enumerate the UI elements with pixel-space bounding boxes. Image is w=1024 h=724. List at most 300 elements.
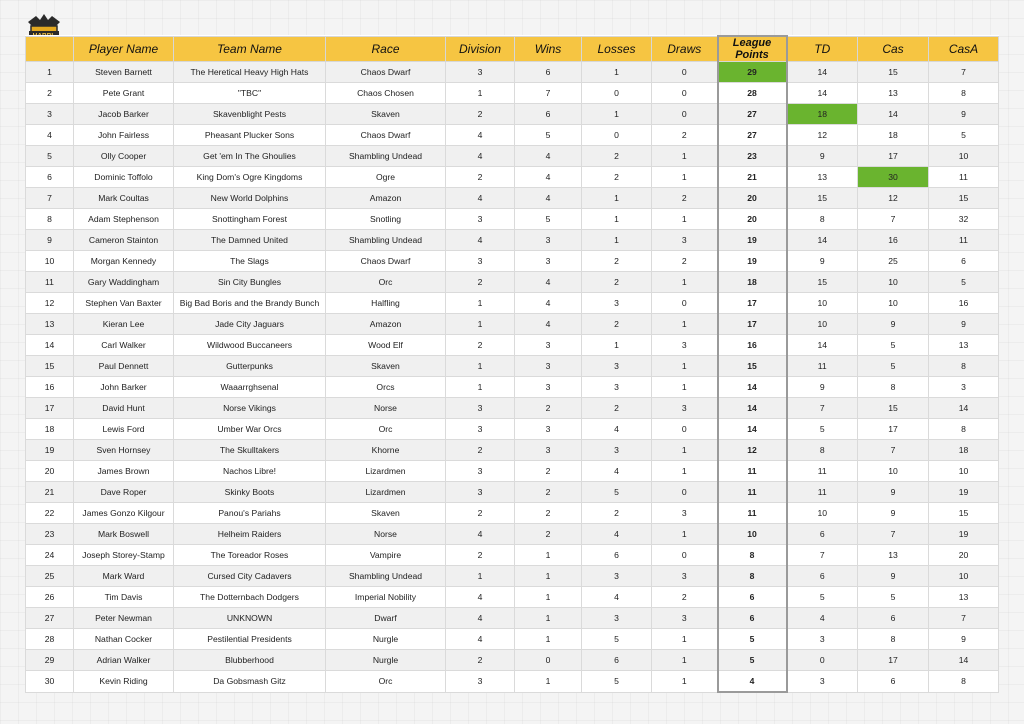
td-cell: 9 xyxy=(787,146,858,167)
team-name-cell: Skinky Boots xyxy=(174,482,326,503)
casa-cell: 32 xyxy=(929,209,999,230)
race-cell: Shambling Undead xyxy=(326,566,446,587)
draws-cell: 1 xyxy=(652,272,718,293)
casa-cell: 13 xyxy=(929,587,999,608)
rank-cell: 9 xyxy=(26,230,74,251)
table-row xyxy=(26,377,999,398)
division-cell: 1 xyxy=(446,566,515,587)
cas-cell: 10 xyxy=(858,272,929,293)
rank-cell: 18 xyxy=(26,419,74,440)
rank-cell: 11 xyxy=(26,272,74,293)
cas-cell: 12 xyxy=(858,188,929,209)
team-name-cell: Wildwood Buccaneers xyxy=(174,335,326,356)
division-cell: 2 xyxy=(446,104,515,125)
cas-cell: 17 xyxy=(858,146,929,167)
casa-cell: 6 xyxy=(929,251,999,272)
race-cell: Amazon xyxy=(326,188,446,209)
losses-cell: 2 xyxy=(582,146,652,167)
draws-cell: 0 xyxy=(652,62,718,83)
race-cell: Khorne xyxy=(326,440,446,461)
td-cell: 7 xyxy=(787,545,858,566)
wins-cell: 1 xyxy=(515,671,582,693)
td-cell: 15 xyxy=(787,188,858,209)
rank-cell: 15 xyxy=(26,356,74,377)
col-header-rank xyxy=(26,36,74,62)
td-cell: 14 xyxy=(787,335,858,356)
casa-cell: 9 xyxy=(929,314,999,335)
team-name-cell: The Dotternbach Dodgers xyxy=(174,587,326,608)
wins-cell: 1 xyxy=(515,608,582,629)
division-cell: 2 xyxy=(446,440,515,461)
wins-cell: 2 xyxy=(515,482,582,503)
draws-cell: 1 xyxy=(652,629,718,650)
rank-cell: 10 xyxy=(26,251,74,272)
draws-cell: 1 xyxy=(652,671,718,693)
division-cell: 2 xyxy=(446,650,515,671)
division-cell: 1 xyxy=(446,83,515,104)
td-cell: 6 xyxy=(787,566,858,587)
table-row xyxy=(26,461,999,482)
player-name-cell: Nathan Cocker xyxy=(74,629,174,650)
td-cell: 15 xyxy=(787,272,858,293)
cas-cell: 6 xyxy=(858,608,929,629)
cas-cell: 9 xyxy=(858,566,929,587)
td-cell: 4 xyxy=(787,608,858,629)
player-name-cell: Joseph Storey-Stamp xyxy=(74,545,174,566)
col-header-td: TD xyxy=(787,36,858,62)
player-name-cell: Sven Hornsey xyxy=(74,440,174,461)
cas-cell: 6 xyxy=(858,671,929,693)
table-row xyxy=(26,650,999,671)
wins-cell: 3 xyxy=(515,356,582,377)
division-cell: 3 xyxy=(446,419,515,440)
cas-cell: 5 xyxy=(858,356,929,377)
td-cell: 8 xyxy=(787,440,858,461)
td-cell: 9 xyxy=(787,251,858,272)
rank-cell: 6 xyxy=(26,167,74,188)
losses-cell: 2 xyxy=(582,398,652,419)
draws-cell: 3 xyxy=(652,335,718,356)
table-row xyxy=(26,503,999,524)
cas-cell: 14 xyxy=(858,104,929,125)
team-name-cell: Sin City Bungles xyxy=(174,272,326,293)
team-name-cell: "TBC" xyxy=(174,83,326,104)
losses-cell: 1 xyxy=(582,62,652,83)
table-row xyxy=(26,671,999,693)
team-name-cell: Panou's Pariahs xyxy=(174,503,326,524)
col-header-player-name: Player Name xyxy=(74,36,174,62)
casa-cell: 15 xyxy=(929,503,999,524)
cas-cell: 30 xyxy=(858,167,929,188)
losses-cell: 4 xyxy=(582,461,652,482)
draws-cell: 1 xyxy=(652,650,718,671)
division-cell: 2 xyxy=(446,545,515,566)
table-row xyxy=(26,440,999,461)
team-name-cell: Umber War Orcs xyxy=(174,419,326,440)
td-cell: 14 xyxy=(787,62,858,83)
player-name-cell: Kieran Lee xyxy=(74,314,174,335)
td-cell: 18 xyxy=(787,104,858,125)
league-points-cell: 6 xyxy=(718,587,787,608)
player-name-cell: Pete Grant xyxy=(74,83,174,104)
league-points-cell: 11 xyxy=(718,503,787,524)
table-row xyxy=(26,482,999,503)
casa-cell: 8 xyxy=(929,419,999,440)
casa-cell: 13 xyxy=(929,335,999,356)
wins-cell: 7 xyxy=(515,83,582,104)
casa-cell: 9 xyxy=(929,104,999,125)
league-points-cell: 11 xyxy=(718,482,787,503)
losses-cell: 4 xyxy=(582,419,652,440)
td-cell: 8 xyxy=(787,209,858,230)
table-row xyxy=(26,419,999,440)
division-cell: 3 xyxy=(446,482,515,503)
cas-cell: 5 xyxy=(858,587,929,608)
league-points-cell: 20 xyxy=(718,209,787,230)
casa-cell: 7 xyxy=(929,608,999,629)
draws-cell: 3 xyxy=(652,398,718,419)
race-cell: Chaos Dwarf xyxy=(326,251,446,272)
rank-cell: 25 xyxy=(26,566,74,587)
table-row xyxy=(26,104,999,125)
player-name-cell: Steven Barnett xyxy=(74,62,174,83)
league-points-cell: 19 xyxy=(718,251,787,272)
rank-cell: 5 xyxy=(26,146,74,167)
race-cell: Norse xyxy=(326,524,446,545)
wins-cell: 0 xyxy=(515,650,582,671)
losses-cell: 1 xyxy=(582,209,652,230)
rank-cell: 13 xyxy=(26,314,74,335)
cas-cell: 25 xyxy=(858,251,929,272)
wins-cell: 2 xyxy=(515,524,582,545)
draws-cell: 0 xyxy=(652,419,718,440)
league-points-cell: 12 xyxy=(718,440,787,461)
col-header-race: Race xyxy=(326,36,446,62)
rank-cell: 2 xyxy=(26,83,74,104)
draws-cell: 0 xyxy=(652,104,718,125)
division-cell: 2 xyxy=(446,272,515,293)
division-cell: 3 xyxy=(446,398,515,419)
wins-cell: 6 xyxy=(515,104,582,125)
table-row xyxy=(26,272,999,293)
cas-cell: 9 xyxy=(858,482,929,503)
race-cell: Skaven xyxy=(326,356,446,377)
losses-cell: 3 xyxy=(582,293,652,314)
draws-cell: 0 xyxy=(652,293,718,314)
rank-cell: 3 xyxy=(26,104,74,125)
player-name-cell: Mark Coultas xyxy=(74,188,174,209)
casa-cell: 8 xyxy=(929,671,999,693)
division-cell: 4 xyxy=(446,524,515,545)
wins-cell: 1 xyxy=(515,629,582,650)
team-name-cell: The Toreador Roses xyxy=(174,545,326,566)
player-name-cell: Jacob Barker xyxy=(74,104,174,125)
rank-cell: 28 xyxy=(26,629,74,650)
rank-cell: 30 xyxy=(26,671,74,693)
table-row xyxy=(26,545,999,566)
cas-cell: 5 xyxy=(858,335,929,356)
league-points-cell: 23 xyxy=(718,146,787,167)
losses-cell: 0 xyxy=(582,125,652,146)
cas-cell: 8 xyxy=(858,377,929,398)
team-name-cell: Cursed City Cadavers xyxy=(174,566,326,587)
losses-cell: 4 xyxy=(582,587,652,608)
team-name-cell: Nachos Libre! xyxy=(174,461,326,482)
rank-cell: 22 xyxy=(26,503,74,524)
league-points-cell: 6 xyxy=(718,608,787,629)
league-points-cell: 17 xyxy=(718,293,787,314)
draws-cell: 0 xyxy=(652,83,718,104)
col-header-casa: CasA xyxy=(929,36,999,62)
division-cell: 1 xyxy=(446,377,515,398)
casa-cell: 15 xyxy=(929,188,999,209)
team-name-cell: King Dom's Ogre Kingdoms xyxy=(174,167,326,188)
race-cell: Orc xyxy=(326,419,446,440)
cas-cell: 17 xyxy=(858,650,929,671)
division-cell: 1 xyxy=(446,356,515,377)
league-points-cell: 5 xyxy=(718,650,787,671)
draws-cell: 0 xyxy=(652,545,718,566)
draws-cell: 1 xyxy=(652,146,718,167)
rank-cell: 14 xyxy=(26,335,74,356)
td-cell: 14 xyxy=(787,83,858,104)
losses-cell: 2 xyxy=(582,251,652,272)
rank-cell: 26 xyxy=(26,587,74,608)
player-name-cell: John Fairless xyxy=(74,125,174,146)
losses-cell: 0 xyxy=(582,83,652,104)
casa-cell: 14 xyxy=(929,650,999,671)
team-name-cell: The Skulltakers xyxy=(174,440,326,461)
player-name-cell: Stephen Van Baxter xyxy=(74,293,174,314)
league-points-cell: 14 xyxy=(718,398,787,419)
team-name-cell: Jade City Jaguars xyxy=(174,314,326,335)
league-points-cell: 17 xyxy=(718,314,787,335)
team-name-cell: UNKNOWN xyxy=(174,608,326,629)
cas-cell: 18 xyxy=(858,125,929,146)
rank-cell: 29 xyxy=(26,650,74,671)
team-name-cell: Big Bad Boris and the Brandy Bunch xyxy=(174,293,326,314)
draws-cell: 1 xyxy=(652,461,718,482)
team-name-cell: Waaarrghsenal xyxy=(174,377,326,398)
race-cell: Vampire xyxy=(326,545,446,566)
wins-cell: 3 xyxy=(515,251,582,272)
td-cell: 3 xyxy=(787,671,858,693)
wins-cell: 6 xyxy=(515,62,582,83)
header-row xyxy=(26,36,999,62)
table-row xyxy=(26,314,999,335)
losses-cell: 1 xyxy=(582,104,652,125)
td-cell: 9 xyxy=(787,377,858,398)
td-cell: 0 xyxy=(787,650,858,671)
losses-cell: 3 xyxy=(582,356,652,377)
losses-cell: 2 xyxy=(582,503,652,524)
col-header-wins: Wins xyxy=(515,36,582,62)
table-row xyxy=(26,566,999,587)
col-header-division: Division xyxy=(446,36,515,62)
league-points-cell: 8 xyxy=(718,566,787,587)
player-name-cell: Adam Stephenson xyxy=(74,209,174,230)
division-cell: 2 xyxy=(446,167,515,188)
team-name-cell: Get 'em In The Ghoulies xyxy=(174,146,326,167)
cas-cell: 7 xyxy=(858,524,929,545)
td-cell: 13 xyxy=(787,167,858,188)
rank-cell: 4 xyxy=(26,125,74,146)
division-cell: 4 xyxy=(446,146,515,167)
league-points-cell: 5 xyxy=(718,629,787,650)
player-name-cell: James Brown xyxy=(74,461,174,482)
wins-cell: 3 xyxy=(515,419,582,440)
wins-cell: 4 xyxy=(515,272,582,293)
casa-cell: 8 xyxy=(929,83,999,104)
wins-cell: 4 xyxy=(515,314,582,335)
player-name-cell: Tim Davis xyxy=(74,587,174,608)
race-cell: Amazon xyxy=(326,314,446,335)
rank-cell: 8 xyxy=(26,209,74,230)
table-row xyxy=(26,398,999,419)
race-cell: Lizardmen xyxy=(326,482,446,503)
division-cell: 3 xyxy=(446,671,515,693)
team-name-cell: Helheim Raiders xyxy=(174,524,326,545)
league-points-cell: 10 xyxy=(718,524,787,545)
race-cell: Dwarf xyxy=(326,608,446,629)
team-name-cell: Da Gobsmash Gitz xyxy=(174,671,326,693)
race-cell: Skaven xyxy=(326,503,446,524)
race-cell: Orcs xyxy=(326,377,446,398)
wins-cell: 4 xyxy=(515,146,582,167)
player-name-cell: Kevin Riding xyxy=(74,671,174,693)
table-row xyxy=(26,629,999,650)
col-header-league-points: League Points xyxy=(718,36,787,62)
league-points-cell: 15 xyxy=(718,356,787,377)
rank-cell: 7 xyxy=(26,188,74,209)
cas-cell: 16 xyxy=(858,230,929,251)
draws-cell: 2 xyxy=(652,188,718,209)
rank-cell: 27 xyxy=(26,608,74,629)
table-row xyxy=(26,335,999,356)
wins-cell: 3 xyxy=(515,230,582,251)
casa-cell: 20 xyxy=(929,545,999,566)
race-cell: Shambling Undead xyxy=(326,230,446,251)
wins-cell: 4 xyxy=(515,188,582,209)
rank-cell: 23 xyxy=(26,524,74,545)
team-name-cell: The Damned United xyxy=(174,230,326,251)
division-cell: 4 xyxy=(446,587,515,608)
cas-cell: 9 xyxy=(858,503,929,524)
wins-cell: 4 xyxy=(515,293,582,314)
league-points-cell: 27 xyxy=(718,125,787,146)
cas-cell: 9 xyxy=(858,314,929,335)
race-cell: Nurgle xyxy=(326,629,446,650)
team-name-cell: Blubberhood xyxy=(174,650,326,671)
draws-cell: 1 xyxy=(652,314,718,335)
table-row xyxy=(26,188,999,209)
td-cell: 11 xyxy=(787,482,858,503)
td-cell: 10 xyxy=(787,503,858,524)
league-points-cell: 27 xyxy=(718,104,787,125)
table-row xyxy=(26,209,999,230)
rank-cell: 16 xyxy=(26,377,74,398)
team-name-cell: Skavenblight Pests xyxy=(174,104,326,125)
player-name-cell: Cameron Stainton xyxy=(74,230,174,251)
casa-cell: 7 xyxy=(929,62,999,83)
player-name-cell: Carl Walker xyxy=(74,335,174,356)
team-name-cell: New World Dolphins xyxy=(174,188,326,209)
team-name-cell: Snottingham Forest xyxy=(174,209,326,230)
table-row xyxy=(26,146,999,167)
cas-cell: 15 xyxy=(858,62,929,83)
table-row xyxy=(26,251,999,272)
casa-cell: 10 xyxy=(929,566,999,587)
losses-cell: 6 xyxy=(582,650,652,671)
losses-cell: 1 xyxy=(582,335,652,356)
race-cell: Halfling xyxy=(326,293,446,314)
table-row xyxy=(26,356,999,377)
division-cell: 3 xyxy=(446,209,515,230)
cas-cell: 15 xyxy=(858,398,929,419)
race-cell: Ogre xyxy=(326,167,446,188)
draws-cell: 2 xyxy=(652,587,718,608)
wins-cell: 3 xyxy=(515,377,582,398)
rank-cell: 21 xyxy=(26,482,74,503)
league-standings-table xyxy=(25,35,999,693)
race-cell: Lizardmen xyxy=(326,461,446,482)
draws-cell: 1 xyxy=(652,356,718,377)
casa-cell: 19 xyxy=(929,482,999,503)
league-points-cell: 18 xyxy=(718,272,787,293)
race-cell: Chaos Chosen xyxy=(326,83,446,104)
table-row xyxy=(26,62,999,83)
col-header-losses: Losses xyxy=(582,36,652,62)
draws-cell: 2 xyxy=(652,125,718,146)
casa-cell: 11 xyxy=(929,230,999,251)
casa-cell: 10 xyxy=(929,146,999,167)
draws-cell: 2 xyxy=(652,251,718,272)
league-points-cell: 16 xyxy=(718,335,787,356)
cas-cell: 10 xyxy=(858,461,929,482)
td-cell: 5 xyxy=(787,587,858,608)
league-points-cell: 14 xyxy=(718,377,787,398)
cas-cell: 10 xyxy=(858,293,929,314)
losses-cell: 6 xyxy=(582,545,652,566)
losses-cell: 4 xyxy=(582,524,652,545)
losses-cell: 2 xyxy=(582,167,652,188)
player-name-cell: Dominic Toffolo xyxy=(74,167,174,188)
col-header-cas: Cas xyxy=(858,36,929,62)
casa-cell: 8 xyxy=(929,356,999,377)
col-header-team-name: Team Name xyxy=(174,36,326,62)
division-cell: 1 xyxy=(446,314,515,335)
losses-cell: 3 xyxy=(582,440,652,461)
division-cell: 4 xyxy=(446,125,515,146)
casa-cell: 5 xyxy=(929,272,999,293)
losses-cell: 3 xyxy=(582,608,652,629)
td-cell: 6 xyxy=(787,524,858,545)
league-points-cell: 29 xyxy=(718,62,787,83)
cas-cell: 7 xyxy=(858,209,929,230)
table-row xyxy=(26,608,999,629)
td-cell: 3 xyxy=(787,629,858,650)
draws-cell: 0 xyxy=(652,482,718,503)
wins-cell: 1 xyxy=(515,587,582,608)
draws-cell: 1 xyxy=(652,209,718,230)
league-points-cell: 28 xyxy=(718,83,787,104)
rank-cell: 12 xyxy=(26,293,74,314)
race-cell: Chaos Dwarf xyxy=(326,62,446,83)
team-name-cell: Pheasant Plucker Sons xyxy=(174,125,326,146)
wins-cell: 3 xyxy=(515,440,582,461)
td-cell: 7 xyxy=(787,398,858,419)
wins-cell: 2 xyxy=(515,461,582,482)
